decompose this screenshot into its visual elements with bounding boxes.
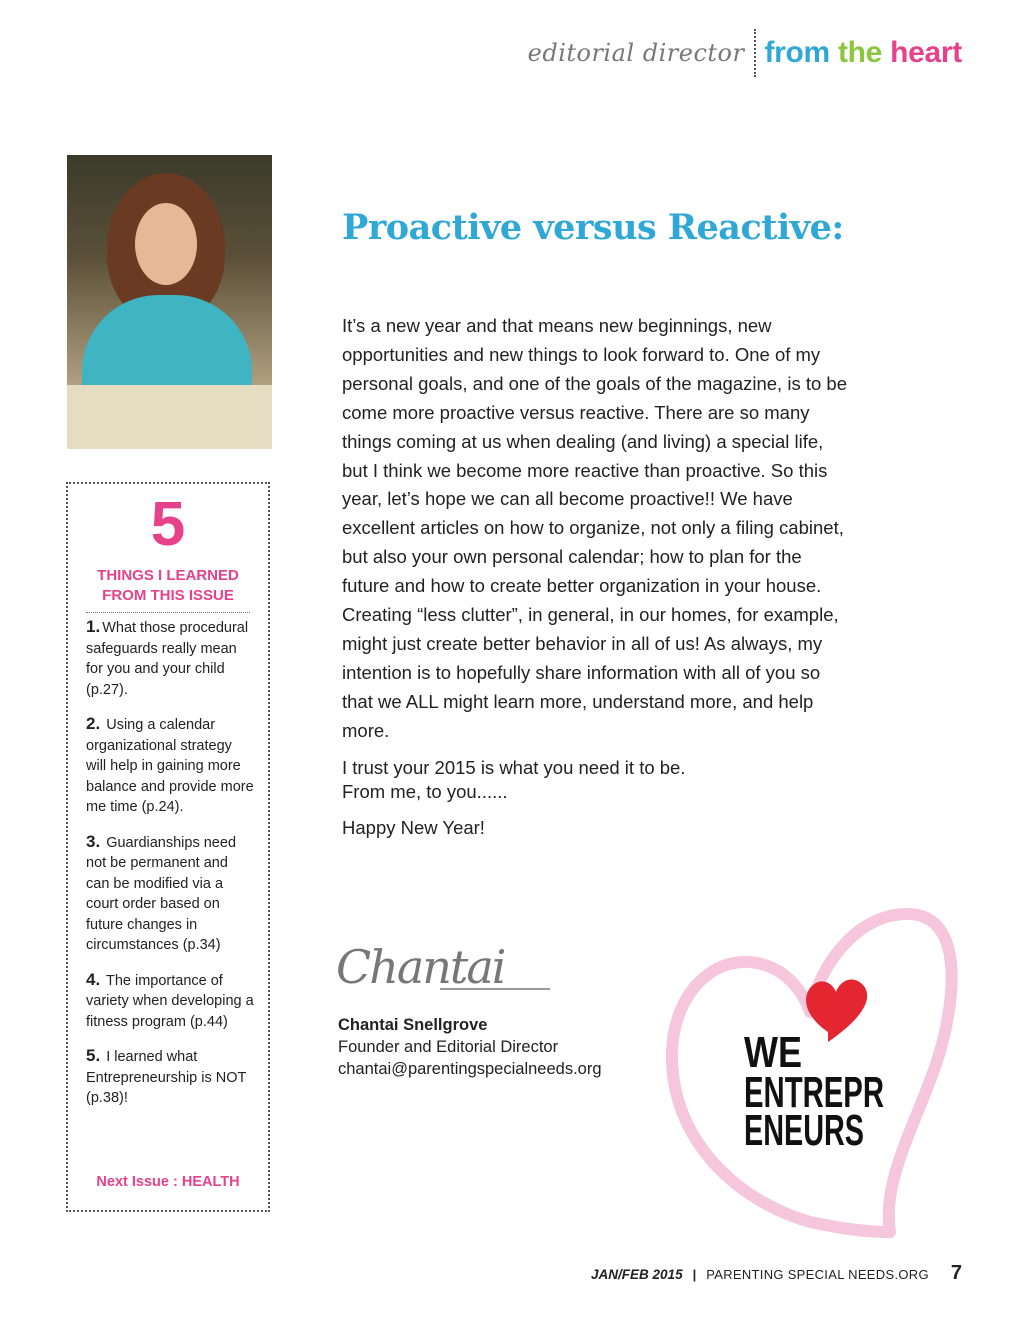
item-number: 2. (86, 714, 101, 733)
tagline-word-from: from (764, 36, 830, 69)
learned-list (68, 617, 268, 1109)
logo-line1: WE (744, 1028, 802, 1077)
handwritten-signature: Chantai (336, 940, 505, 994)
list-item (86, 1046, 254, 1109)
signature-flourish (440, 988, 550, 990)
sidebar-number: 5 (150, 490, 186, 559)
sidebar-heading (86, 566, 250, 613)
author-block (338, 1014, 602, 1080)
article-body (342, 312, 852, 853)
header-divider (754, 29, 756, 77)
item-text: The importance of variety when developing a fitness program (p.44) (86, 972, 254, 1030)
section-header (528, 28, 962, 78)
item-number: 1. (86, 617, 101, 636)
list-item (86, 832, 254, 956)
article-paragraph: It’s a new year and that means new beginnings, new opportunities and new things to look forward to. One of my personal goals, and one of the goals of the magazine, is to be come more proactive versus reactive. There are so many things coming at us when dealing (and living) a special life, but I think we become more reactive than proactive. So this year, let’s hope we can all become proactive!! We have excellent articles on how to organize, not only a filing cabinet, but also your own personal calendar; how to plan for the future and how to create better organization in your house. Creating “less clutter”, in general, in our homes, for example, might just create better behavior in all of us! As always, my intention is to hopefully share information with all of you so that we ALL might learn more, understand more, and help more. (342, 315, 847, 741)
tagline-word-heart: heart (890, 36, 962, 69)
article-title: Proactive versus Reactive: (342, 207, 844, 248)
author-photo (67, 155, 272, 449)
five-things-sidebar (66, 482, 270, 1212)
logo-line3: ENEURS (744, 1106, 864, 1155)
item-number: 5. (86, 1046, 101, 1065)
list-item (86, 617, 254, 700)
author-name: Chantai Snellgrove (338, 1016, 488, 1034)
footer-site: PARENTING SPECIAL NEEDS.ORG (706, 1267, 929, 1282)
next-issue-note: Next Issue : HEALTH (96, 1174, 240, 1190)
footer-separator: | (692, 1267, 697, 1282)
issue-date: JAN/FEB 2015 (591, 1267, 683, 1282)
author-email[interactable]: chantai@parentingspecialneeds.org (338, 1060, 602, 1078)
section-label: editorial director (527, 39, 745, 67)
item-text: I learned what Entrepreneurship is NOT (p.38)! (86, 1049, 247, 1106)
list-item (86, 714, 254, 818)
trust-paragraph (342, 756, 852, 804)
list-item (86, 970, 254, 1033)
trust-line1: I trust your 2015 is what you need it to be. (342, 756, 686, 778)
item-text: What those procedural safeguards really mean for you and your child (p.27). (86, 620, 249, 698)
sidebar-heading-line1: THINGS I LEARNED (97, 567, 239, 584)
trust-line2: From me, to you...... (342, 780, 508, 802)
closing-line: Happy New Year! (342, 816, 485, 838)
author-role: Founder and Editorial Director (338, 1038, 559, 1056)
we-love-entrepreneurs-logo (660, 902, 960, 1242)
item-text: Guardianships need not be permanent and can be modified via a court order based on future changes in circumstances (p.34) (86, 834, 237, 953)
page-footer (591, 1262, 962, 1285)
sidebar-heading-line2: FROM THIS ISSUE (102, 587, 234, 604)
item-number: 3. (86, 831, 101, 851)
page-number: 7 (950, 1262, 962, 1284)
section-tagline (764, 36, 962, 70)
tagline-word-the: the (837, 36, 883, 69)
red-heart-icon (806, 979, 867, 1042)
logo-line2: ENTREPR (744, 1068, 884, 1117)
item-text: Using a calendar organizational strategy will help in gaining more balance and provide more me time (p.24). (86, 717, 254, 815)
item-number: 4. (86, 969, 101, 989)
